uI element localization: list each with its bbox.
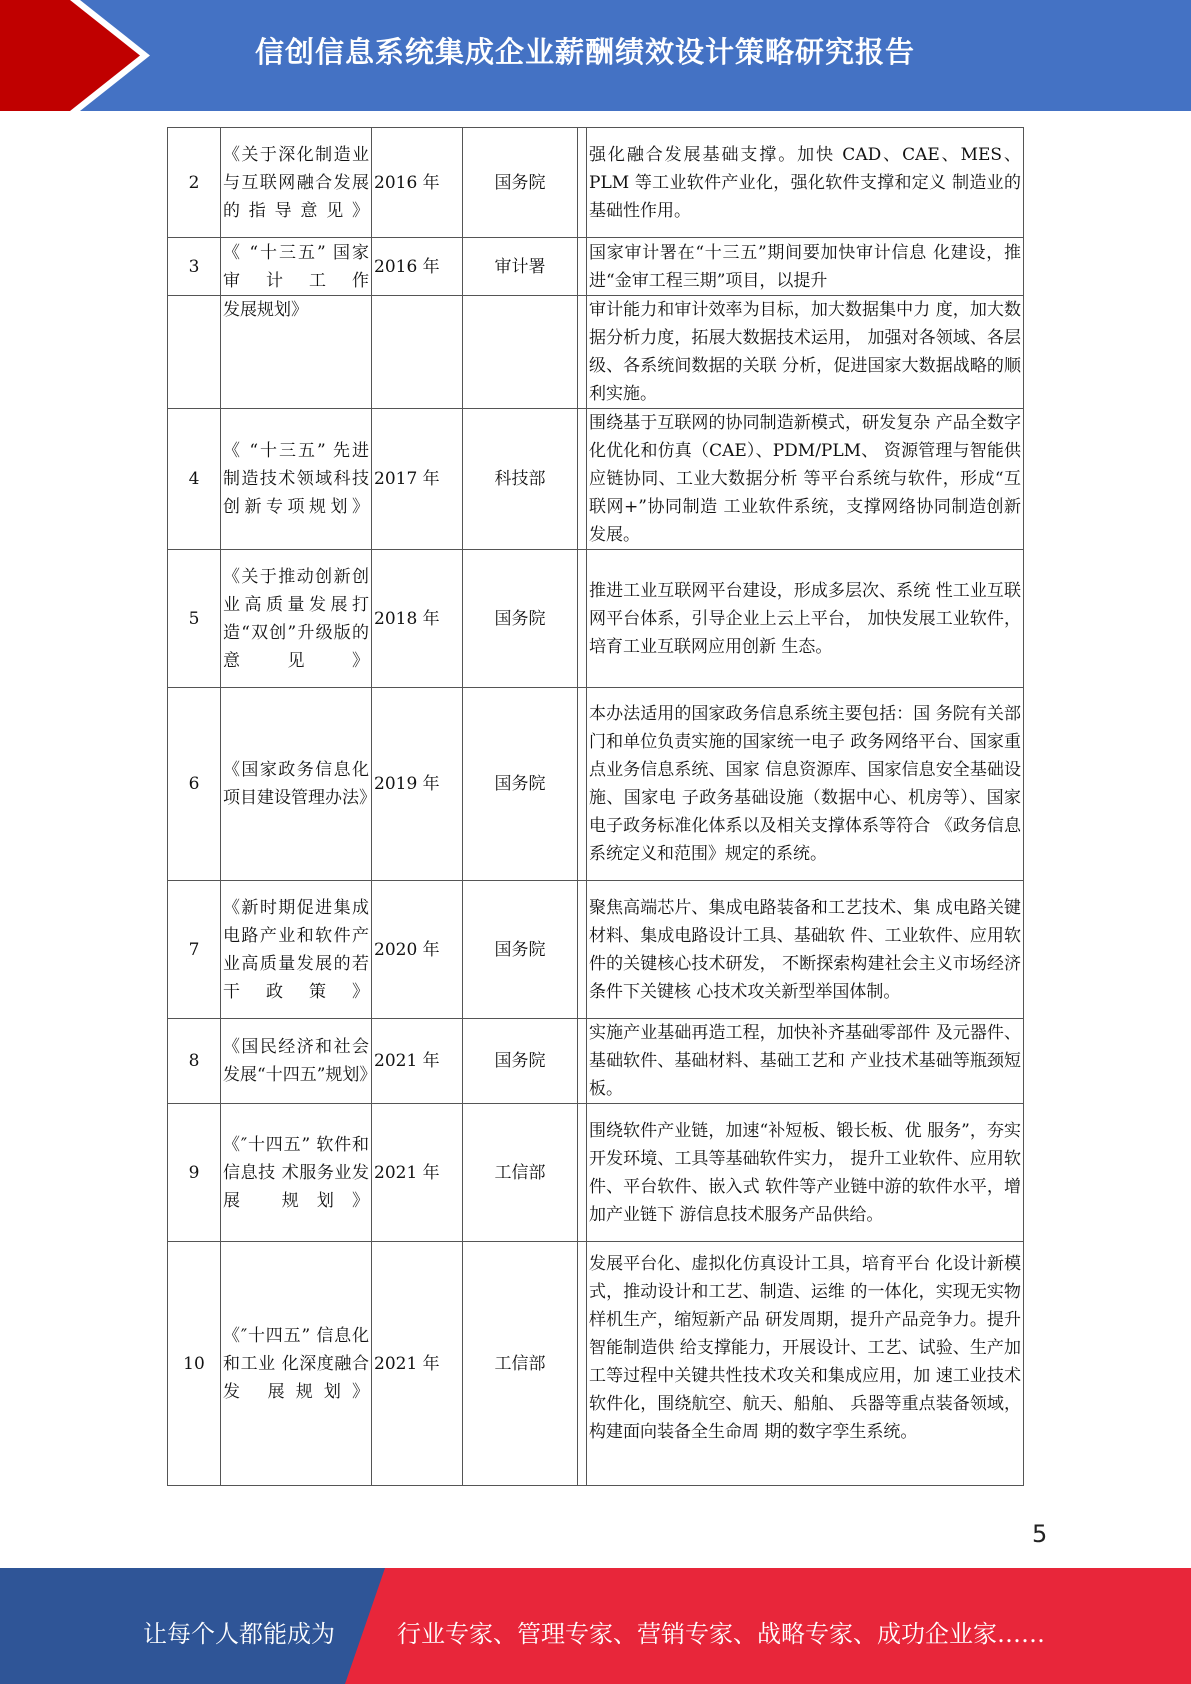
policy-department: 工信部 (463, 1242, 578, 1486)
policy-department: 国务院 (463, 881, 578, 1019)
policy-description: 聚焦高端芯片、集成电路装备和工艺技术、集 成电路关键材料、集成电路设计工具、基础软 件、工业软件、应用软件的关键核心技术研发， 不断探索构建社会主义市场经济条件下关键核 心技术攻关新型举国体制。 (587, 881, 1024, 1019)
page-number: 5 (1032, 1520, 1048, 1548)
policy-name: 《 “十三五” 先进制造技术领域科技创新专项规划》 (221, 409, 372, 550)
policy-table (167, 127, 1024, 1486)
report-title: 信创信息系统集成企业薪酬绩效设计策略研究报告 (255, 35, 916, 69)
policy-year: 2021 年 (372, 1242, 463, 1486)
table-row (168, 296, 1024, 409)
table-row (168, 688, 1024, 881)
row-number: 2 (168, 128, 221, 238)
page-footer (0, 1568, 1191, 1684)
policy-description: 实施产业基础再造工程，加快补齐基础零部件 及元器件、基础软件、基础材料、基础工艺和 产业技术基础等瓶颈短板。 (587, 1019, 1024, 1104)
row-number: 8 (168, 1019, 221, 1104)
header-chevron-red (0, 0, 140, 111)
row-number: 5 (168, 550, 221, 688)
page-header (0, 0, 1191, 111)
policy-description: 强化融合发展基础支撑。加快 CAD、CAE、MES、 PLM 等工业软件产业化，强化软件支撑和定义 制造业的基础性作用。 (587, 128, 1024, 238)
row-number: 4 (168, 409, 221, 550)
row-number: 9 (168, 1104, 221, 1242)
table-row (168, 1104, 1024, 1242)
policy-description: 围绕软件产业链，加速“补短板、锻长板、优 服务”，夯实开发环境、工具等基础软件实力， 提升工业软件、应用软件、平台软件、嵌入式 软件等产业链中游的软件水平，增加产业链下 游信息技术服务产品供给。 (587, 1104, 1024, 1242)
row-number: 10 (168, 1242, 221, 1486)
policy-name: 《″十四五” 信息化和工业 化深度融合发 展规划》 (221, 1242, 372, 1486)
footer-slogan-left: 让每个人都能成为 (143, 1620, 335, 1648)
policy-name: 《″十四五” 软件和信息技 术服务业发展 规划》 (221, 1104, 372, 1242)
policy-department: 工信部 (463, 1104, 578, 1242)
policy-year: 2016 年 (372, 238, 463, 296)
policy-year: 2017 年 (372, 409, 463, 550)
row-number: 3 (168, 238, 221, 296)
row-number: 7 (168, 881, 221, 1019)
policy-name: 《新时期促进集成电路产业和软件产业高质量发展的若干政策》 (221, 881, 372, 1019)
policy-name: 《国民经济和社会发展“十四五”规划》 (221, 1019, 372, 1104)
policy-department: 国务院 (463, 1019, 578, 1104)
footer-slogan-right: 行业专家、管理专家、营销专家、战略专家、成功企业家…… (397, 1620, 1045, 1648)
policy-name: 《关于深化制造业与互联网融合发展的指导意见》 (221, 128, 372, 238)
policy-year: 2019 年 (372, 688, 463, 881)
policy-year: 2020 年 (372, 881, 463, 1019)
policy-year: 2021 年 (372, 1019, 463, 1104)
policy-year: 2021 年 (372, 1104, 463, 1242)
policy-description: 发展平台化、虚拟化仿真设计工具，培育平台 化设计新模式，推动设计和工艺、制造、运维 的一体化，实现无实物样机生产，缩短新产品 研发周期，提升产品竞争力。提升智能制造供 给支撑能力，开展设计、工艺、试验、生产加 工等过程中关键共性技术攻关和集成应用，加 速工业技术软件化，围绕航空、航天、船舶、 兵器等重点装备领域，构建面向装备全生命周 期的数字孪生系统。 (587, 1242, 1024, 1486)
row-number (168, 296, 221, 409)
row-number: 6 (168, 688, 221, 881)
table-row (168, 238, 1024, 296)
policy-description: 推进工业互联网平台建设，形成多层次、系统 性工业互联网平台体系，引导企业上云上平台， 加快发展工业软件，培育工业互联网应用创新 生态。 (587, 550, 1024, 688)
table-row (168, 1242, 1024, 1486)
policy-name: 《关于推动创新创业高质量发展打造“双创”升级版的意见》 (221, 550, 372, 688)
policy-description: 审计能力和审计效率为目标，加大数据集中力 度，加大数据分析力度，拓展大数据技术运用， 加强对各领域、各层级、各系统间数据的关联 分析，促进国家大数据战略的顺利实施。 (587, 296, 1024, 409)
policy-description: 围绕基于互联网的协同制造新模式，研发复杂 产品全数字化优化和仿真（CAE）、PDM/PLM、 资源管理与智能供应链协同、工业大数据分析 等平台系统与软件，形成“互联网+”协同制造 工业软件系统，支撑网络协同制造创新发展。 (587, 409, 1024, 550)
table-row (168, 409, 1024, 550)
policy-department: 国务院 (463, 128, 578, 238)
policy-name: 《 “十三五” 国家审计工作 (221, 238, 372, 296)
policy-department: 审计署 (463, 238, 578, 296)
policy-name: 《国家政务信息化项目建设管理办法》 (221, 688, 372, 881)
policy-year: 2018 年 (372, 550, 463, 688)
policy-year: 2016 年 (372, 128, 463, 238)
policy-year (372, 296, 463, 409)
policy-description: 本办法适用的国家政务信息系统主要包括：国 务院有关部门和单位负责实施的国家统一电子 政务网络平台、国家重点业务信息系统、国家 信息资源库、国家信息安全基础设施、国家电 子政务基础设施（数据中心、机房等）、国家 电子政务标准化体系以及相关支撑体系等符合 《政务信息系统定义和范围》规定的系统。 (587, 688, 1024, 881)
policy-description: 国家审计署在“十三五”期间要加快审计信息 化建设，推进“金审工程三期”项目，以提升 (587, 238, 1024, 296)
policy-name: 发展规划》 (221, 296, 372, 409)
policy-department: 科技部 (463, 409, 578, 550)
policy-department: 国务院 (463, 550, 578, 688)
table-row (168, 550, 1024, 688)
table-row (168, 1019, 1024, 1104)
policy-department: 国务院 (463, 688, 578, 881)
table-row (168, 128, 1024, 238)
table-row (168, 881, 1024, 1019)
policy-department (463, 296, 578, 409)
